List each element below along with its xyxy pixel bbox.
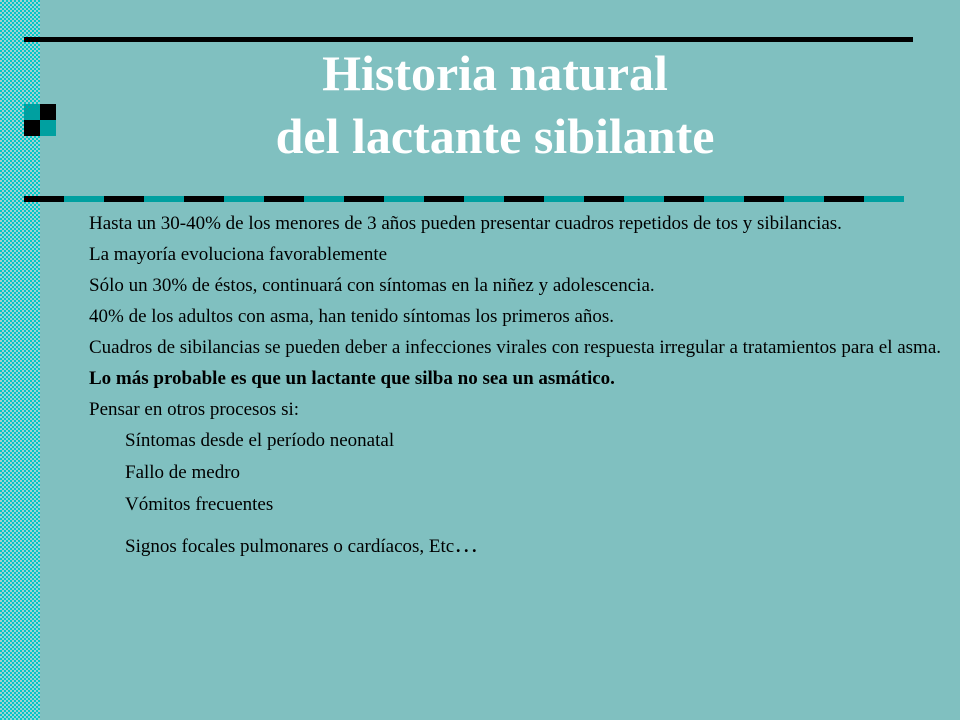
title-line-1: Historia natural bbox=[322, 45, 668, 101]
sub-bullet-3: Vómitos frecuentes bbox=[125, 494, 274, 515]
dashed-divider bbox=[24, 196, 904, 202]
slide-body bbox=[89, 213, 949, 568]
bullet-4: 40% de los adultos con asma, han tenido síntomas los primeros años. bbox=[89, 306, 615, 327]
title-line-2: del lactante sibilante bbox=[275, 108, 715, 164]
sub-bullet-4 bbox=[89, 534, 949, 558]
bullet-1: Hasta un 30-40% de los menores de 3 años pueden presentar cuadros repetidos de tos y sibilancias. bbox=[89, 213, 842, 234]
bullet-7: Pensar en otros procesos si: bbox=[89, 399, 300, 420]
sub-bullet-1: Síntomas desde el período neonatal bbox=[125, 430, 395, 451]
sub-bullet-2: Fallo de medro bbox=[125, 462, 241, 483]
bullet-5: Cuadros de sibilancias se pueden deber a infecciones virales con respuesta irregular a tratamientos para el asma. bbox=[89, 337, 942, 358]
slide-title bbox=[0, 42, 960, 168]
bullet-6-emphasis: Lo más probable es que un lactante que silba no sea un asmático. bbox=[89, 368, 615, 389]
sub-bullet-4-text: Signos focales pulmonares o cardíacos, Etc bbox=[125, 536, 455, 557]
ellipsis: … bbox=[454, 532, 479, 558]
bullet-3: Sólo un 30% de éstos, continuará con síntomas en la niñez y adolescencia. bbox=[89, 275, 655, 296]
bullet-2: La mayoría evoluciona favorablemente bbox=[89, 244, 388, 265]
